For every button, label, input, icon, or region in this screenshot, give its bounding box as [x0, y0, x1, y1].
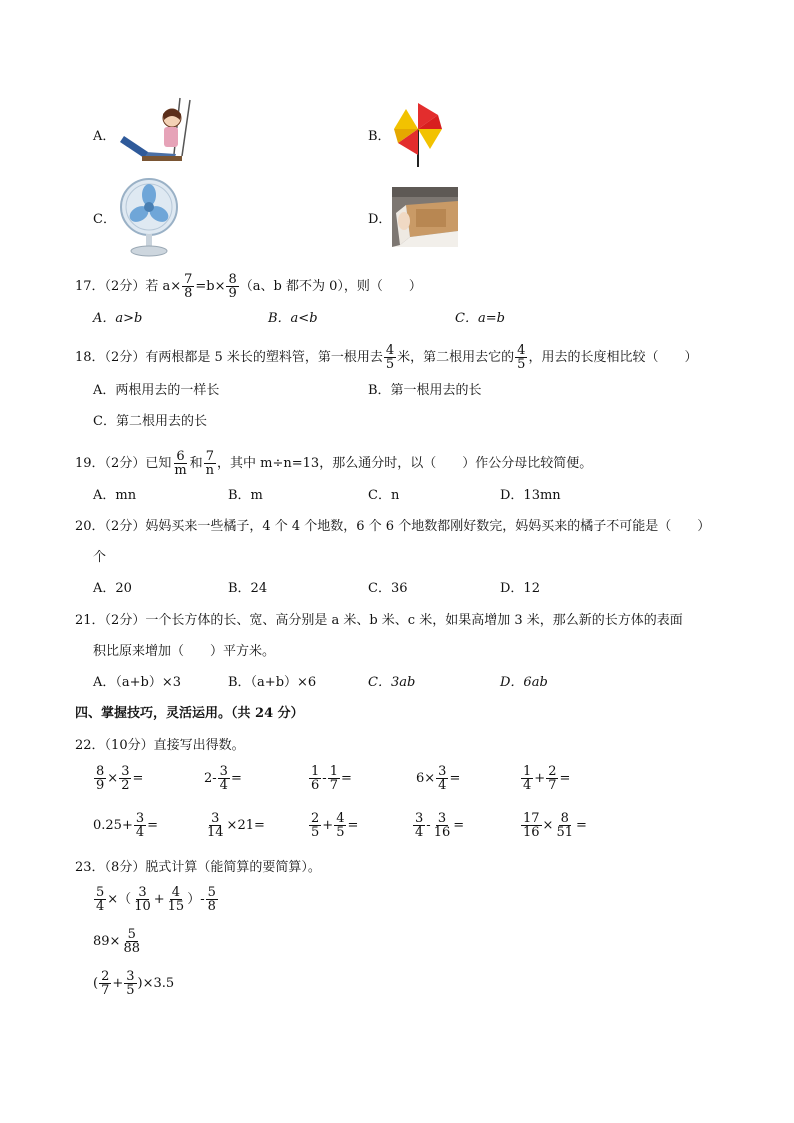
q18-option-c: C．第二根用去的长 — [93, 414, 207, 429]
q22-expr-9: $\frac{3}{4}$ - $\frac{3}{16}$ = — [415, 811, 465, 840]
option-a-label: A． — [93, 129, 116, 144]
fraction: $\frac{6}{m}$ — [174, 449, 187, 478]
question-20-line2: 个 — [93, 550, 107, 565]
question-17 — [75, 273, 422, 300]
q20-option-c: C．36 — [368, 581, 408, 596]
q21-option-b: B．（a+b）×6 — [228, 675, 317, 690]
q19-option-b: B．m — [228, 488, 263, 503]
q19-option-d: D．13mn — [500, 488, 561, 503]
fraction: $\frac{7}{8}$ — [184, 272, 193, 301]
q19-stem-start: 19．（2分）已知 — [75, 456, 172, 471]
pinwheel-image — [392, 101, 444, 167]
option-b-label: B． — [368, 129, 391, 144]
fraction: $\frac{4}{5}$ — [385, 343, 395, 372]
q17-stem-end: （a、b 都不为 0），则（ ） — [239, 279, 422, 294]
q20-option-a: A．20 — [93, 581, 132, 596]
q22-expr-7: $\frac{3}{14}$ ×21= — [207, 811, 265, 840]
q18-option-b: B．第一根用去的长 — [368, 383, 482, 398]
q18-stem-end: ，用去的长度相比较（ ） — [528, 350, 698, 365]
q19-stem-end: ，其中 m÷n=13，那么通分时，以（ ）作公分母比较简便。 — [217, 456, 593, 471]
q18-option-a: A．两根用去的一样长 — [93, 383, 220, 398]
question-19 — [75, 450, 592, 477]
q22-expr-6: 0.25+ $\frac{3}{4}$ = — [93, 811, 159, 840]
q19-and: 和 — [189, 456, 203, 471]
q18-stem-mid: 米，第二根用去它的 — [397, 350, 515, 365]
q19-option-c: C．n — [368, 488, 400, 503]
q21-option-a: A．（a+b）×3 — [93, 675, 182, 690]
section-4-heading: 四、掌握技巧，灵活运用。（共 24 分） — [75, 706, 304, 721]
drawer-image — [392, 187, 458, 247]
q22-expr-4: 6× $\frac{3}{4}$ = — [416, 764, 461, 793]
q22-expr-8: $\frac{2}{5}$ + $\frac{4}{5}$ = — [311, 811, 359, 840]
q23-expr-3: ( $\frac{2}{7}$ + $\frac{3}{5}$ )×3.5 — [93, 969, 175, 998]
question-21-line2: 积比原来增加（ ）平方米。 — [93, 644, 276, 659]
q20-option-d: D．12 — [500, 581, 540, 596]
question-23-title: 23．（8分）脱式计算（能简算的要简算）。 — [75, 860, 321, 875]
q21-option-c: C．3ab — [368, 675, 416, 690]
q22-expr-1: $\frac{8}{9}$ × $\frac{3}{2}$ = — [96, 764, 144, 793]
question-22-title: 22．（10分）直接写出得数。 — [75, 738, 245, 753]
option-d-label: D． — [368, 212, 392, 227]
q17-stem-start: 17．（2分）若 a× — [75, 279, 182, 294]
fraction: $\frac{8}{9}$ — [228, 272, 237, 301]
person-on-swing-image — [118, 96, 196, 172]
q18-stem-start: 18．（2分）有两根都是 5 米长的塑料管，第一根用去 — [75, 350, 383, 365]
q22-expr-2: 2- $\frac{3}{4}$ = — [204, 764, 242, 793]
q17-stem-mid: =b× — [195, 279, 226, 294]
question-21-line1: 21．（2分）一个长方体的长、宽、高分别是 a 米、b 米、c 米，如果高增加 3 米，那么新的长方体的表面 — [75, 613, 683, 628]
q19-option-a: A．mn — [93, 488, 137, 503]
q21-option-d: D．6ab — [500, 675, 548, 690]
question-18 — [75, 344, 697, 371]
option-c-label: C． — [93, 212, 116, 227]
q23-expr-1: $\frac{5}{4}$ ×（ $\frac{3}{10}$ + $\frac{4}{15}$ ）- $\frac{5}{8}$ — [96, 885, 216, 914]
fraction: $\frac{7}{n}$ — [205, 449, 215, 478]
question-20-line1: 20．（2分）妈妈买来一些橘子，4 个 4 个地数，6 个 6 个地数都刚好数完，妈妈买来的橘子不可能是（ ） — [75, 519, 711, 534]
q22-expr-10: $\frac{17}{16}$ × $\frac{8}{51}$ = — [523, 811, 587, 840]
q22-expr-3: $\frac{1}{6}$ - $\frac{1}{7}$ = — [311, 764, 352, 793]
electric-fan-image — [117, 177, 181, 257]
q17-option-c: C．a=b — [455, 311, 505, 326]
q22-expr-5: $\frac{1}{4}$ + $\frac{2}{7}$ = — [523, 764, 571, 793]
q17-option-a: A．a>b — [93, 311, 143, 326]
fraction: $\frac{4}{5}$ — [517, 343, 526, 372]
q20-option-b: B．24 — [228, 581, 268, 596]
q23-expr-2: 89× $\frac{5}{88}$ — [93, 927, 140, 956]
q17-option-b: B．a<b — [268, 311, 318, 326]
